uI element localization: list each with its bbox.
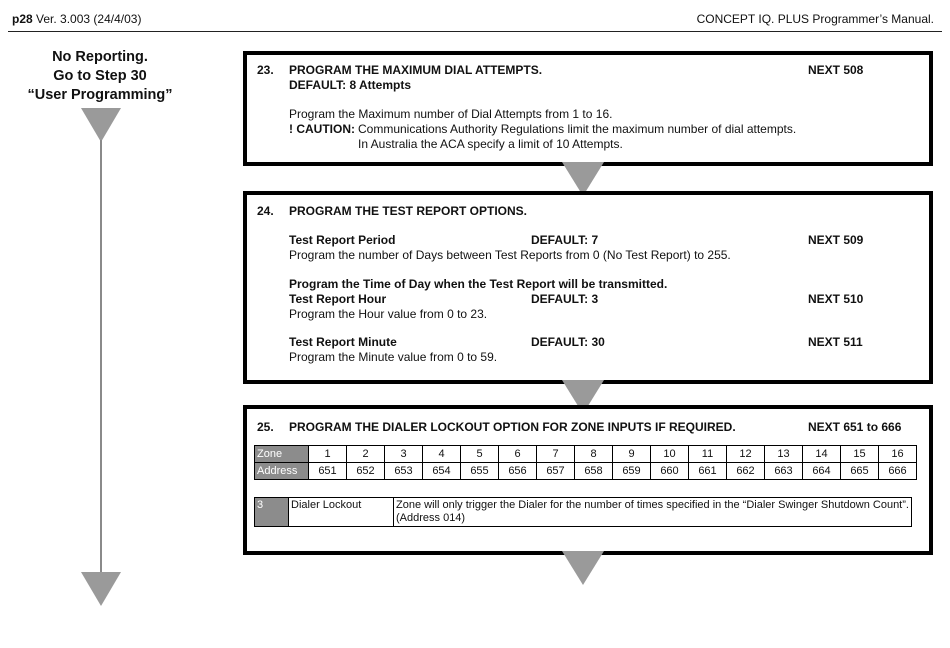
test-report-period-next: NEXT 509 (808, 233, 864, 247)
test-report-minute-description: Program the Minute value from 0 to 59. (289, 350, 498, 364)
page-header-left (12, 12, 141, 26)
step-23-title: PROGRAM THE MAXIMUM DIAL ATTEMPTS. (289, 63, 543, 77)
address-cell: 662 (727, 463, 765, 480)
address-cell: 665 (841, 463, 879, 480)
option-description-line1: Zone will only trigger the Dialer for the number of times specified in the “Dialer Swinger Shutdown Count”. (396, 499, 909, 511)
flow-line (100, 140, 102, 580)
zone-cell: 5 (461, 446, 499, 463)
address-cell: 659 (613, 463, 651, 480)
header-rule (8, 31, 942, 32)
step-23-number: 23. (257, 63, 274, 77)
flow-arrow-top-icon (81, 108, 121, 142)
side-note-line2: Go to Step 30 (53, 68, 147, 84)
zone-cell: 7 (537, 446, 575, 463)
zone-cell: 3 (385, 446, 423, 463)
caution-text-2: In Australia the ACA specify a limit of 10 Attempts. (358, 137, 623, 151)
zone-cell: 13 (765, 446, 803, 463)
step-25-box (243, 405, 933, 555)
step-24-title: PROGRAM THE TEST REPORT OPTIONS. (289, 204, 528, 218)
dialer-lockout-row (255, 498, 912, 527)
option-number: 3 (255, 498, 289, 527)
address-cell: 664 (803, 463, 841, 480)
address-cell: 654 (423, 463, 461, 480)
zone-header: Zone (255, 446, 309, 463)
caution-label: ! CAUTION: (289, 122, 355, 136)
test-report-minute-default: DEFAULT: 30 (531, 335, 605, 349)
zone-address-table (254, 445, 917, 480)
address-cell: 663 (765, 463, 803, 480)
address-cell: 660 (651, 463, 689, 480)
address-cell: 657 (537, 463, 575, 480)
zone-cell: 15 (841, 446, 879, 463)
test-report-period-label: Test Report Period (289, 233, 396, 247)
flow-arrow-bottom-icon (81, 572, 121, 606)
time-of-day-heading: Program the Time of Day when the Test Report will be transmitted. (289, 277, 668, 291)
zone-cell: 14 (803, 446, 841, 463)
address-header: Address (255, 463, 309, 480)
address-cell: 652 (347, 463, 385, 480)
address-cell: 661 (689, 463, 727, 480)
zone-cell: 1 (309, 446, 347, 463)
address-cell: 658 (575, 463, 613, 480)
test-report-period-default: DEFAULT: 7 (531, 233, 599, 247)
test-report-period-description: Program the number of Days between Test Reports from 0 (No Test Report) to 255. (289, 248, 731, 262)
option-description (394, 498, 912, 527)
step-23-next: NEXT 508 (808, 63, 864, 77)
side-note-line3: “User Programming” (27, 87, 173, 103)
step-23-box (243, 51, 933, 166)
zone-cell: 10 (651, 446, 689, 463)
zone-cell: 2 (347, 446, 385, 463)
manual-title: CONCEPT IQ. PLUS Programmer’s Manual. (696, 12, 934, 26)
step-23-description: Program the Maximum number of Dial Attempts from 1 to 16. (289, 107, 613, 121)
test-report-minute-label: Test Report Minute (289, 335, 397, 349)
test-report-hour-description: Program the Hour value from 0 to 23. (289, 307, 488, 321)
step-23-default: DEFAULT: 8 Attempts (289, 78, 412, 92)
step-25-next: NEXT 651 to 666 (808, 420, 902, 434)
zone-cell: 6 (499, 446, 537, 463)
address-cell: 655 (461, 463, 499, 480)
zone-cell: 8 (575, 446, 613, 463)
page-number: p28 (12, 12, 33, 26)
version-text: Ver. 3.003 (24/4/03) (36, 12, 142, 26)
test-report-minute-next: NEXT 511 (808, 335, 863, 349)
step-25-number: 25. (257, 420, 274, 434)
test-report-hour-label: Test Report Hour (289, 292, 387, 306)
address-cell: 666 (879, 463, 917, 480)
side-note (0, 48, 200, 105)
zone-cell: 11 (689, 446, 727, 463)
dialer-lockout-table (254, 497, 912, 527)
zone-cell: 12 (727, 446, 765, 463)
option-description-line2: (Address 014) (396, 512, 466, 524)
zone-cell: 9 (613, 446, 651, 463)
address-row (255, 463, 917, 480)
side-note-line1: No Reporting. (52, 49, 148, 65)
step-24-box (243, 191, 933, 384)
test-report-hour-next: NEXT 510 (808, 292, 864, 306)
step-25-title: PROGRAM THE DIALER LOCKOUT OPTION FOR ZONE INPUTS IF REQUIRED. (289, 420, 736, 434)
option-name: Dialer Lockout (289, 498, 394, 527)
step-24-number: 24. (257, 204, 274, 218)
address-cell: 651 (309, 463, 347, 480)
zone-cell: 4 (423, 446, 461, 463)
flow-arrow-25-icon (562, 551, 604, 585)
zone-row (255, 446, 917, 463)
zone-cell: 16 (879, 446, 917, 463)
address-cell: 653 (385, 463, 423, 480)
address-cell: 656 (499, 463, 537, 480)
test-report-hour-default: DEFAULT: 3 (531, 292, 599, 306)
caution-text-1: Communications Authority Regulations limit the maximum number of dial attempts. (358, 122, 797, 136)
